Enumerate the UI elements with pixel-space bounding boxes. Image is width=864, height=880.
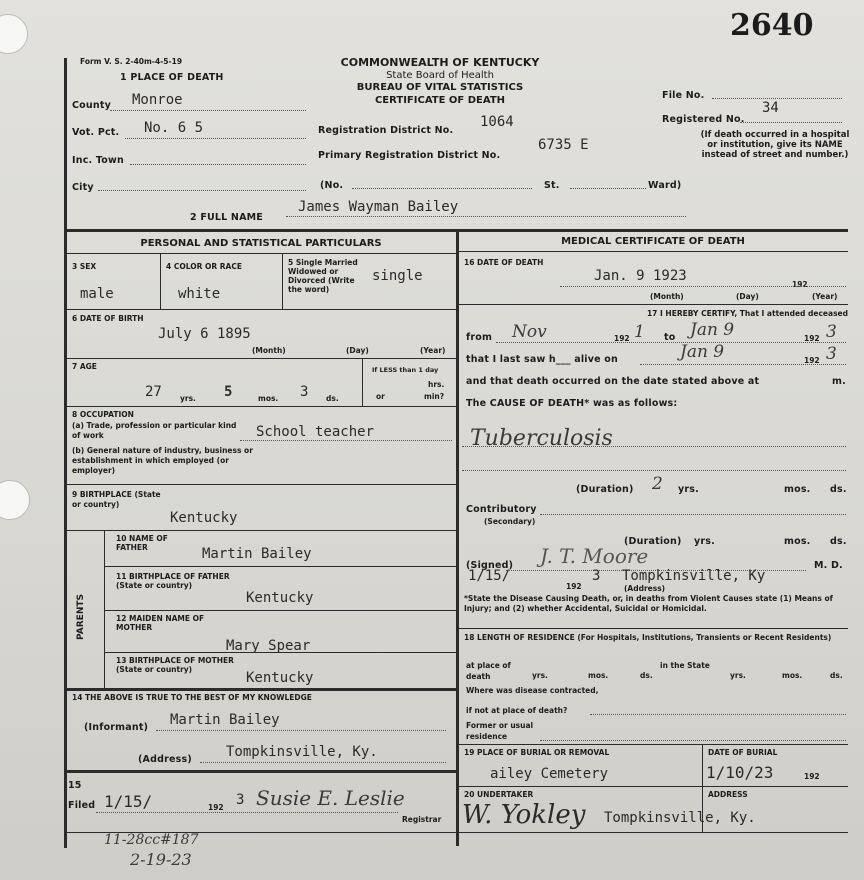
inc-town-label: Inc. Town [72, 155, 124, 166]
city-label: City [72, 182, 94, 193]
residence-at-place: at place of death [466, 661, 511, 681]
punch-hole-top [0, 14, 28, 54]
age-years: 27 [145, 384, 162, 400]
marital-value: single [372, 268, 423, 284]
signed-label: (Signed) [466, 560, 514, 571]
dod-value: Jan. 9 1923 [594, 268, 687, 284]
from-value: Nov [512, 322, 547, 342]
burial-year-label: 192 [804, 772, 820, 781]
duration-label: (Duration) [576, 484, 634, 495]
from-year: 192 [614, 334, 630, 343]
place-of-death-label: 1 PLACE OF DEATH [120, 72, 224, 83]
dod-year: (Year) [812, 292, 838, 301]
age-or: or [376, 392, 385, 401]
to-year-suffix: 3 [826, 322, 837, 342]
undertaker-address-value: Tompkinsville, Ky. [604, 810, 756, 826]
residence-ds2: ds. [830, 671, 843, 680]
cause-value: Tuberculosis [470, 426, 613, 451]
stamp-number: 2640 [730, 8, 814, 43]
color-value: white [178, 286, 221, 302]
dod-day: (Day) [736, 292, 759, 301]
secondary-label: (Secondary) [484, 517, 536, 526]
filed-label: 15 Filed [68, 780, 96, 811]
registration-district-label: Registration District No. [318, 125, 454, 136]
sex-value: male [80, 286, 114, 302]
dod-label: 16 DATE OF DEATH [464, 258, 544, 267]
st-label: St. [544, 180, 560, 191]
residence-mos2: mos. [782, 671, 803, 680]
sex-label: 3 SEX [72, 262, 97, 271]
duration2-yrs: yrs. [694, 536, 715, 547]
header-commonwealth: COMMONWEALTH OF KENTUCKY [340, 56, 540, 69]
md-label: M. D. [814, 560, 843, 571]
informant-address-value: Tompkinsville, Ky. [226, 744, 378, 760]
mother-birthplace-label: 13 BIRTHPLACE OF MOTHER (State or country) [116, 656, 234, 674]
informant-value: Martin Bailey [170, 712, 280, 728]
residence-contracted: Where was disease contracted, [466, 686, 599, 695]
occupation-b-label: (b) General nature of industry, business or establishment in which employed (or employer) [72, 446, 253, 475]
father-name-label: 10 NAME OF FATHER [116, 534, 168, 552]
duration-mos: mos. [784, 484, 811, 495]
filed-year-prefix: 192 [208, 803, 224, 812]
undertaker-label: 20 UNDERTAKER [464, 790, 534, 799]
from-year-suffix: 1 [634, 322, 645, 342]
dod-year-label: 192 [792, 280, 808, 289]
residence-former: Former or usual residence [466, 721, 534, 741]
age-hrs: hrs. [428, 380, 445, 389]
filed-value: 1/15/ [104, 792, 153, 811]
signed-value: J. T. Moore [540, 544, 649, 568]
bottom-date: 2-19-23 [130, 850, 192, 869]
county-label: County [72, 100, 111, 111]
vot-pct-label: Vot. Pct. [72, 127, 120, 138]
cause-label: The CAUSE OF DEATH* was as follows: [466, 398, 678, 409]
last-year: 192 [804, 356, 820, 365]
primary-registration-value: 6735 E [538, 137, 589, 153]
personal-header: PERSONAL AND STATISTICAL PARTICULARS [140, 238, 382, 249]
residence-not-at-place: if not at place of death? [466, 706, 568, 715]
parents-label: PARENTS [76, 594, 86, 640]
occupation-value: School teacher [256, 424, 375, 440]
dod-month: (Month) [650, 292, 684, 301]
age-ds: ds. [326, 394, 339, 403]
registered-no-value: 34 [762, 100, 779, 116]
address-label: (Address) [624, 584, 666, 593]
vot-pct-value: No. 6 5 [144, 120, 204, 136]
full-name-value: James Wayman Bailey [298, 199, 459, 215]
certify-label: 17 I HEREBY CERTIFY, That I attended deceased [646, 309, 848, 318]
duration2-ds: ds. [830, 536, 847, 547]
residence-ds: ds. [640, 671, 653, 680]
last-year-suffix: 3 [826, 344, 837, 364]
informant-address-label: (Address) [138, 754, 192, 765]
father-name-value: Martin Bailey [202, 546, 312, 562]
residence-in-state: in the State [660, 661, 710, 670]
signed-address: Tompkinsville, Ky [622, 568, 766, 584]
death-occurred-label: and that death occurred on the date stated above at [466, 376, 760, 387]
last-saw-value: Jan 9 [680, 342, 725, 362]
primary-registration-label: Primary Registration District No. [318, 150, 501, 161]
contributory-label: Contributory [466, 504, 537, 515]
residence-yrs2: yrs. [730, 671, 746, 680]
residence-mos: mos. [588, 671, 609, 680]
age-min: min? [424, 392, 445, 401]
burial-date-value: 1/10/23 [706, 763, 774, 782]
cause-footnote: *State the Disease Causing Death, or, in deaths from Violent Causes state (1) Means of Injury; and (2) whether Accidental, Suicidal or Homicidal. [464, 594, 833, 613]
occupation-a-label: (a) Trade, profession or particular kind of work [72, 421, 237, 440]
file-no-label: File No. [662, 90, 705, 101]
county-value: Monroe [132, 92, 183, 108]
dob-month: (Month) [252, 346, 286, 355]
birthplace-value: Kentucky [170, 510, 238, 526]
no-label: (No. [320, 180, 344, 191]
duration2-label: (Duration) [624, 536, 682, 547]
header-certificate: CERTIFICATE OF DEATH [374, 95, 506, 106]
dob-year: (Year) [420, 346, 446, 355]
mother-name-label: 12 MAIDEN NAME OF MOTHER [116, 614, 205, 632]
m-label: m. [832, 376, 846, 387]
form-id: Form V. S. 2-40m-4-5-19 [80, 57, 183, 66]
dob-label: 6 DATE OF BIRTH [72, 314, 144, 323]
color-label: 4 COLOR OR RACE [166, 262, 242, 271]
birthplace-label: 9 BIRTHPLACE (State or country) [72, 490, 161, 509]
registrar-label: Registrar [402, 815, 442, 824]
undertaker-address-label: ADDRESS [708, 790, 748, 799]
marital-label: 5 Single Married Widowed or Divorced (Write the word) [288, 258, 358, 294]
punch-hole-bottom [0, 480, 30, 520]
age-months: 5 [224, 384, 233, 400]
medical-header: MEDICAL CERTIFICATE OF DEATH [561, 236, 745, 247]
duration-value: 2 [652, 474, 663, 494]
ward-label: Ward) [648, 180, 682, 191]
to-value: Jan 9 [690, 320, 735, 340]
age-less-label: If LESS than 1 day [372, 366, 439, 374]
from-label: from [466, 332, 493, 343]
burial-date-label: DATE OF BURIAL [708, 748, 778, 757]
full-name-label: 2 FULL NAME [190, 212, 263, 223]
undertaker-value: W. Yokley [462, 800, 586, 830]
informant-label: (Informant) [84, 722, 149, 733]
bottom-note: 11-28cc#187 [104, 832, 199, 848]
to-year: 192 [804, 334, 820, 343]
age-label: 7 AGE [72, 362, 97, 371]
dob-value: July 6 1895 [158, 326, 251, 342]
header-board: State Board of Health [386, 70, 494, 81]
last-saw-label: that I last saw h___ alive on [466, 354, 619, 365]
signed-year: 192 [566, 582, 582, 591]
hospital-note: (If death occurred in a hospital or institution, give its NAME instead of street and number.) [700, 130, 850, 160]
age-days: 3 [300, 384, 309, 400]
filed-year-suffix: 3 [236, 792, 245, 808]
frame-left [64, 58, 67, 848]
mother-name-value: Mary Spear [226, 638, 311, 654]
knowledge-label: 14 THE ABOVE IS TRUE TO THE BEST OF MY KNOWLEDGE [72, 693, 312, 702]
duration-yrs: yrs. [678, 484, 699, 495]
to-label: to [664, 332, 676, 343]
duration-ds: ds. [830, 484, 847, 495]
burial-value: ailey Cemetery [490, 766, 609, 782]
burial-label: 19 PLACE OF BURIAL OR REMOVAL [464, 748, 610, 757]
mother-birthplace-value: Kentucky [246, 670, 314, 686]
residence-yrs: yrs. [532, 671, 548, 680]
registration-district-value: 1064 [480, 114, 514, 130]
duration2-mos: mos. [784, 536, 811, 547]
dob-day: (Day) [346, 346, 369, 355]
father-birthplace-label: 11 BIRTHPLACE OF FATHER (State or country) [116, 572, 230, 590]
signed-year-suffix: 3 [592, 568, 601, 584]
residence-label: 18 LENGTH OF RESIDENCE (For Hospitals, Institutions, Transients or Recent Residents) [464, 633, 832, 642]
occupation-label: 8 OCCUPATION [72, 410, 134, 419]
signed-date: 1/15/ [468, 568, 511, 584]
age-mos: mos. [258, 394, 279, 403]
filed-signature: Susie E. Leslie [256, 786, 405, 810]
father-birthplace-value: Kentucky [246, 590, 314, 606]
divider-middle [456, 232, 459, 846]
age-yrs: yrs. [180, 394, 196, 403]
header-bureau: BUREAU OF VITAL STATISTICS [356, 82, 524, 93]
registered-no-label: Registered No. [662, 114, 745, 125]
